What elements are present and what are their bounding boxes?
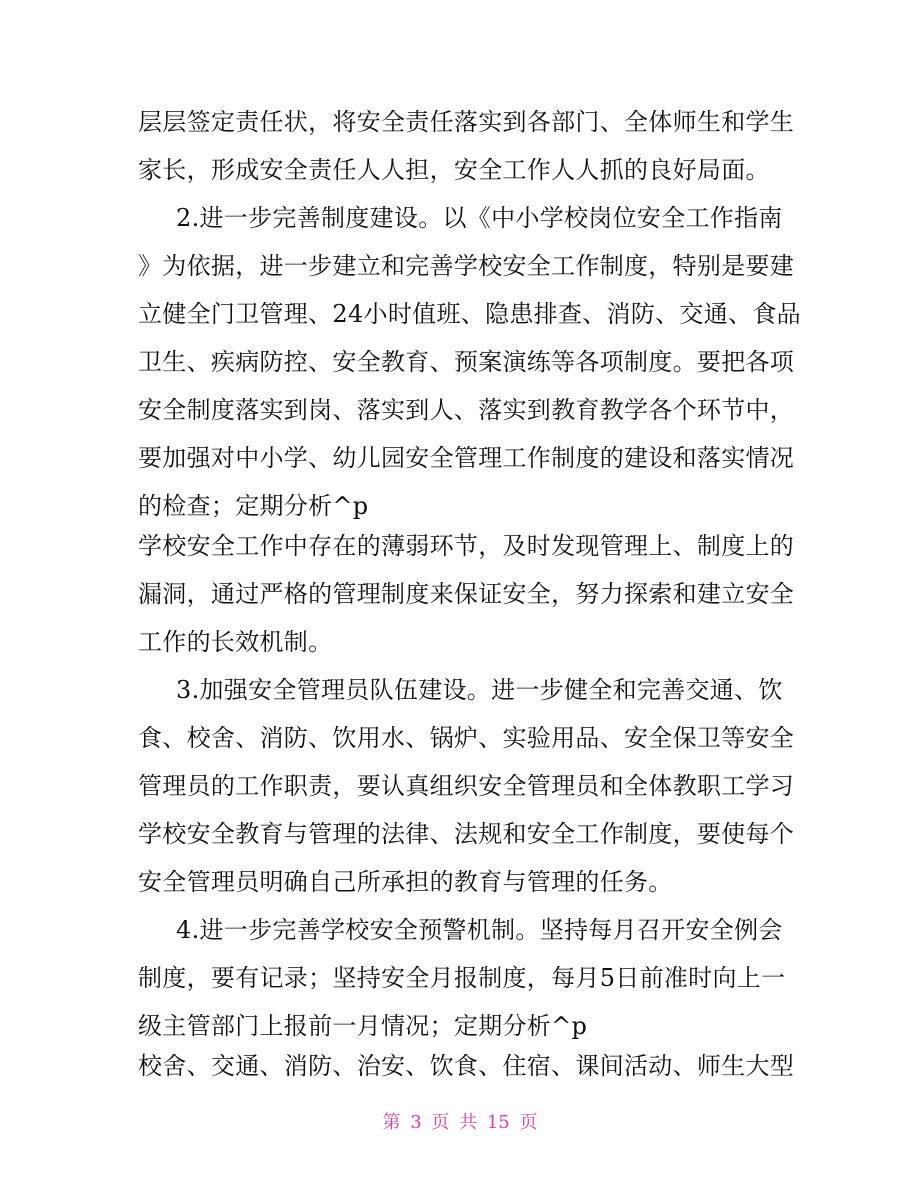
page-number-footer: 第 3 页 共 15 页 (382, 1112, 538, 1133)
text-line-5: 立健全门卫管理、24小时值班、隐患排查、消防、交通、食品 (138, 300, 801, 328)
text-line-20: 级主管部门上报前一月情况；定期分析^p (138, 1012, 588, 1040)
text-line-1: 层层签定责任状，将安全责任落实到各部门、全体师生和学生 (138, 108, 795, 136)
text-line-6: 卫生、疾病防控、安全教育、预案演练等各项制度。要把各项 (138, 348, 795, 376)
text-line-2: 家长，形成安全责任人人担，安全工作人人抓的良好局面。 (138, 156, 770, 184)
text-line-3: 2.进一步完善制度建设。以《中小学校岗位安全工作指南 (176, 204, 783, 232)
text-line-17: 安全管理员明确自己所承担的教育与管理的任务。 (138, 868, 673, 896)
text-line-18: 4.进一步完善学校安全预警机制。坚持每月召开安全例会 (176, 916, 783, 944)
text-line-4: 》为依据，进一步建立和完善学校安全工作制度，特别是要建 (138, 252, 795, 280)
text-line-7: 安全制度落实到岗、落实到人、落实到教育教学各个环节中， (138, 396, 795, 424)
text-line-14: 食、校舍、消防、饮用水、锅炉、实验用品、安全保卫等安全 (138, 724, 795, 752)
text-line-16: 学校安全教育与管理的法律、法规和安全工作制度，要使每个 (138, 820, 795, 848)
text-line-10: 学校安全工作中存在的薄弱环节，及时发现管理上、制度上的 (138, 532, 795, 560)
text-line-12: 工作的长效机制。 (138, 628, 333, 656)
text-line-21: 校舍、交通、消防、治安、饮食、住宿、课间活动、师生大型 (138, 1052, 795, 1080)
text-line-11: 漏洞，通过严格的管理制度来保证安全，努力探索和建立安全 (138, 580, 795, 608)
text-line-8: 要加强对中小学、幼儿园安全管理工作制度的建设和落实情况 (138, 444, 795, 472)
text-line-19: 制度，要有记录；坚持安全月报制度，每月5日前准时向上一 (138, 964, 786, 992)
text-line-15: 管理员的工作职责，要认真组织安全管理员和全体教职工学习 (138, 772, 795, 800)
text-line-13: 3.加强安全管理员队伍建设。进一步健全和完善交通、饮 (176, 676, 783, 704)
text-line-9: 的检查；定期分析^p (138, 492, 369, 520)
